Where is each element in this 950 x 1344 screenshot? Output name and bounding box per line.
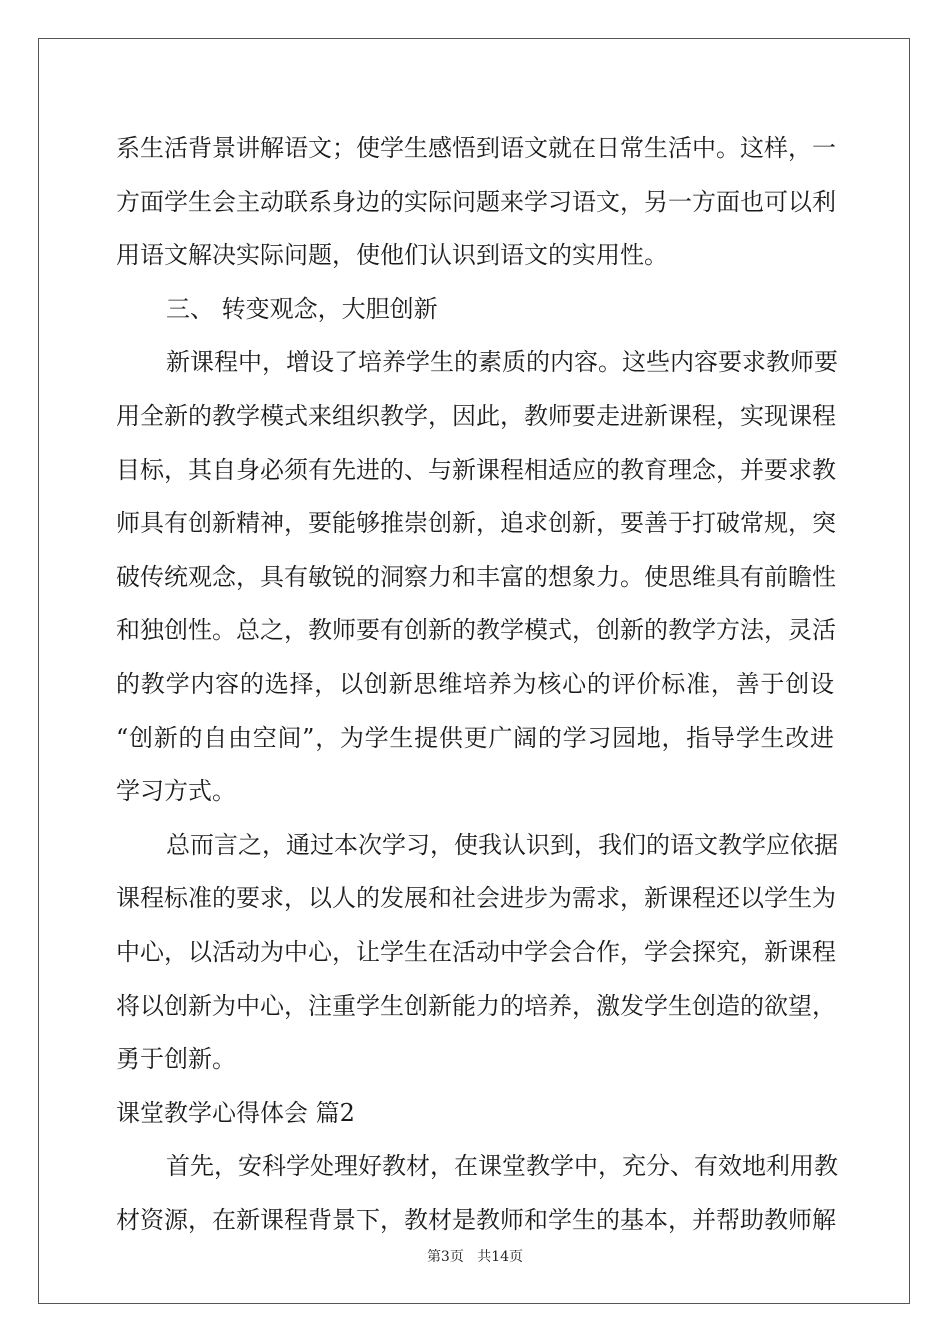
paragraph-1-line-2: 方面学生会主动联系身边的实际问题来学习语文，另一方面也可以利 xyxy=(116,187,836,216)
page-total: 共14页 xyxy=(477,1249,524,1265)
paragraph-2-line-8: “创新的自由空间”，为学生提供更广阔的学习园地，指导学生改进 xyxy=(116,723,834,752)
paragraph-3-line-3: 中心，以活动为中心，让学生在活动中学会合作，学会探究，新课程 xyxy=(116,937,836,966)
page-number: 第3页 xyxy=(426,1249,464,1265)
paragraph-2-line-4: 师具有创新精神，要能够推崇创新，追求创新，要善于打破常规，突 xyxy=(116,509,836,538)
page-footer xyxy=(0,1246,950,1266)
paragraph-4-line-2: 材资源，在新课程背景下，教材是教师和学生的基本，并帮助教师解 xyxy=(116,1205,836,1234)
section-heading-3: 三、 转变观念，大胆创新 xyxy=(166,294,438,323)
paragraph-2-line-6: 和独创性。总之，教师要有创新的教学模式，创新的教学方法，灵活 xyxy=(116,616,836,645)
paragraph-3-line-2: 课程标准的要求，以人的发展和社会进步为需求，新课程还以学生为 xyxy=(116,884,836,913)
paragraph-1-line-1: 系生活背景讲解语文；使学生感悟到语文就在日常生活中。这样，一 xyxy=(116,134,836,162)
paragraph-2-line-1: 新课程中，增设了培养学生的素质的内容。这些内容要求教师要 xyxy=(166,348,838,377)
paragraph-1-line-3: 用语文解决实际问题，使他们认识到语文的实用性。 xyxy=(116,241,668,270)
paragraph-3-line-4: 将以创新为中心，注重学生创新能力的培养，激发学生创造的欲望， xyxy=(116,991,836,1020)
paragraph-2-line-3: 目标，其自身必须有先进的、与新课程相适应的教育理念，并要求教 xyxy=(116,455,836,484)
article-section-title: 课堂教学心得体会 篇2 xyxy=(116,1098,355,1127)
paragraph-4-line-1: 首先，安科学处理好教材，在课堂教学中，充分、有效地利用教 xyxy=(166,1152,838,1181)
paragraph-3-line-5: 勇于创新。 xyxy=(116,1045,236,1074)
paragraph-2-line-7: 的教学内容的选择，以创新思维培养为核心的评价标准，善于创设 xyxy=(116,669,834,698)
paragraph-2-line-5: 破传统观念，具有敏锐的洞察力和丰富的想象力。使思维具有前瞻性 xyxy=(116,562,836,591)
document-body xyxy=(116,122,838,1247)
paragraph-2-line-2: 用全新的教学模式来组织教学，因此，教师要走进新课程，实现课程 xyxy=(116,401,836,430)
paragraph-3-line-1: 总而言之，通过本次学习，使我认识到，我们的语文教学应依据 xyxy=(166,830,838,859)
paragraph-2-line-9: 学习方式。 xyxy=(116,777,236,806)
